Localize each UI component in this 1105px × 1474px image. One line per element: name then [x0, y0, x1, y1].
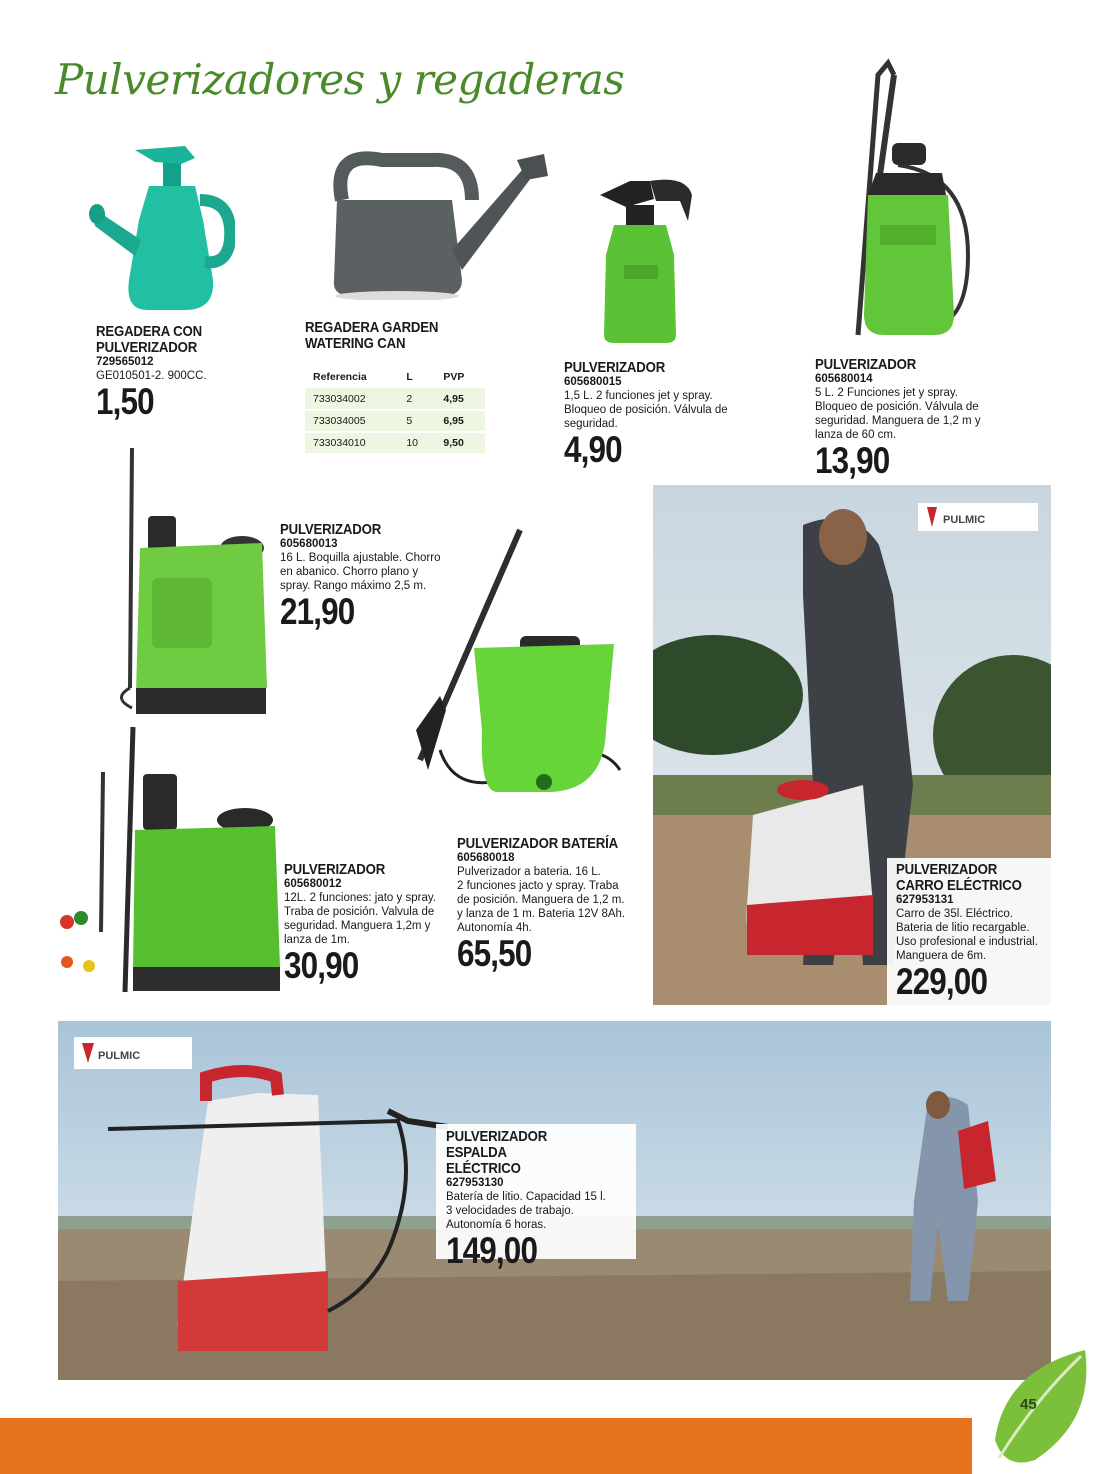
product-code: 605680018 — [457, 852, 515, 864]
pulverizador-16l-image — [92, 438, 272, 718]
product-code: 729565012 — [96, 356, 154, 368]
regadera-pulverizador-image — [85, 140, 235, 315]
product-name: PULVERIZADOR — [896, 861, 998, 878]
product-description: Bloqueo de posición. Válvula de — [815, 401, 979, 413]
table-cell: 5 — [398, 410, 435, 432]
product-description: Carro de 35l. Eléctrico. — [896, 908, 1013, 920]
product-regadera-pulverizador — [96, 324, 266, 421]
table-header-litros: L — [406, 371, 413, 383]
product-pulverizador-15l — [564, 360, 764, 469]
product-price: 30,90 — [284, 945, 359, 986]
footer-bar — [0, 1418, 972, 1474]
pulverizador-5l-image — [838, 55, 978, 345]
product-price: 4,90 — [564, 429, 622, 470]
product-name: PULVERIZADOR — [815, 356, 917, 373]
product-pulverizador-espalda — [436, 1124, 636, 1271]
product-description: 3 velocidades de trabajo. — [446, 1205, 574, 1217]
product-description: 5 L. 2 Funciones jet y spray. — [815, 387, 958, 399]
pulmic-logo-text: PULMIC — [943, 514, 986, 526]
product-description: Bloqueo de posición. Válvula de — [564, 404, 728, 416]
product-code: 605680014 — [815, 373, 873, 385]
pulverizador-15l-image — [590, 155, 700, 345]
price-table — [305, 366, 485, 455]
product-description: Autonomía 6 horas. — [446, 1219, 547, 1231]
product-name: PULVERIZADOR — [96, 339, 198, 356]
product-code: 627953130 — [446, 1177, 504, 1189]
product-description: GE010501-2. 900CC. — [96, 370, 207, 382]
product-pulverizador-12l — [284, 862, 454, 985]
product-code: 605680015 — [564, 376, 622, 388]
product-description: seguridad. Manguera 1,2m y — [284, 920, 431, 932]
table-header-referencia: Referencia — [313, 371, 367, 383]
product-name: WATERING CAN — [305, 335, 406, 352]
product-description: Bateria de litio recargable. — [896, 922, 1030, 934]
product-name: PULVERIZADOR ESPALDA — [446, 1128, 548, 1161]
table-row — [305, 388, 485, 410]
product-code: 605680013 — [280, 538, 338, 550]
product-price: 13,90 — [815, 440, 890, 481]
product-price: 65,50 — [457, 933, 532, 974]
product-description: Traba de posición. Valvula de — [284, 906, 435, 918]
product-name: CARRO ELÉCTRICO — [896, 877, 1022, 894]
table-cell: 733034002 — [305, 388, 398, 410]
product-pulverizador-5l — [815, 357, 1015, 480]
product-pulverizador-16l — [280, 522, 480, 631]
table-cell: 10 — [398, 432, 435, 454]
product-description: 12L. 2 funciones: jato y spray. — [284, 892, 436, 904]
product-name: PULVERIZADOR — [280, 521, 382, 538]
product-name: PULVERIZADOR BATERÍA — [457, 835, 618, 852]
table-row — [305, 432, 485, 454]
product-description: Uso profesional e industrial. — [896, 936, 1038, 948]
product-description: 16 L. Boquilla ajustable. Chorro — [280, 552, 441, 564]
product-description: 1,5 L. 2 funciones jet y spray. — [564, 390, 713, 402]
table-row — [305, 410, 485, 432]
product-description: en abanico. Chorro plano y — [280, 566, 419, 578]
product-name: REGADERA CON — [96, 323, 202, 340]
product-regadera-garden — [305, 320, 495, 455]
table-cell: 9,50 — [435, 432, 485, 454]
product-name: ELÉCTRICO — [446, 1160, 521, 1177]
product-price: 149,00 — [446, 1230, 538, 1271]
table-cell: 6,95 — [435, 410, 485, 432]
product-description: spray. Rango máximo 2,5 m. — [280, 580, 427, 592]
table-cell: 2 — [398, 388, 435, 410]
table-header-row — [305, 366, 485, 388]
product-description: Autonomía 4h. — [457, 922, 532, 934]
table-cell: 4,95 — [435, 388, 485, 410]
product-name: PULVERIZADOR — [284, 861, 386, 878]
product-description: Batería de litio. Capacidad 15 l. — [446, 1191, 606, 1203]
table-header-pvp: PVP — [443, 371, 465, 383]
product-description: y lanza de 1 m. Bateria 12V 8Ah. — [457, 908, 626, 920]
product-description: 2 funciones jacto y spray. Traba — [457, 880, 619, 892]
product-description: seguridad. Manguera de 1,2 m y — [815, 415, 981, 427]
product-description: Pulverizador a bateria. 16 L. — [457, 866, 601, 878]
product-code: 627953131 — [896, 894, 954, 906]
product-pulverizador-bateria — [457, 836, 647, 973]
page-title: Pulverizadores y regaderas — [55, 55, 625, 104]
product-name: PULVERIZADOR — [564, 359, 666, 376]
product-code: 605680012 — [284, 878, 342, 890]
table-cell: 733034005 — [305, 410, 398, 432]
pulverizador-12l-image — [55, 722, 285, 1002]
product-price: 229,00 — [896, 961, 988, 1002]
product-description: de posición. Manguera de 1,2 m. — [457, 894, 625, 906]
product-description: lanza de 60 cm. — [815, 429, 897, 441]
product-name: REGADERA GARDEN — [305, 319, 439, 336]
product-description: seguridad. — [564, 418, 618, 430]
product-pulverizador-carro — [887, 858, 1051, 1005]
leaf-icon — [985, 1340, 1095, 1470]
product-price: 1,50 — [96, 381, 154, 422]
product-price: 21,90 — [280, 591, 355, 632]
regadera-garden-image — [312, 140, 552, 300]
product-description: Manguera de 6m. — [896, 950, 987, 962]
table-cell: 733034010 — [305, 432, 398, 454]
pulmic-logo-text-banner: PULMIC — [98, 1050, 141, 1062]
product-description: lanza de 1m. — [284, 934, 350, 946]
page-number: 45 — [1020, 1396, 1037, 1413]
